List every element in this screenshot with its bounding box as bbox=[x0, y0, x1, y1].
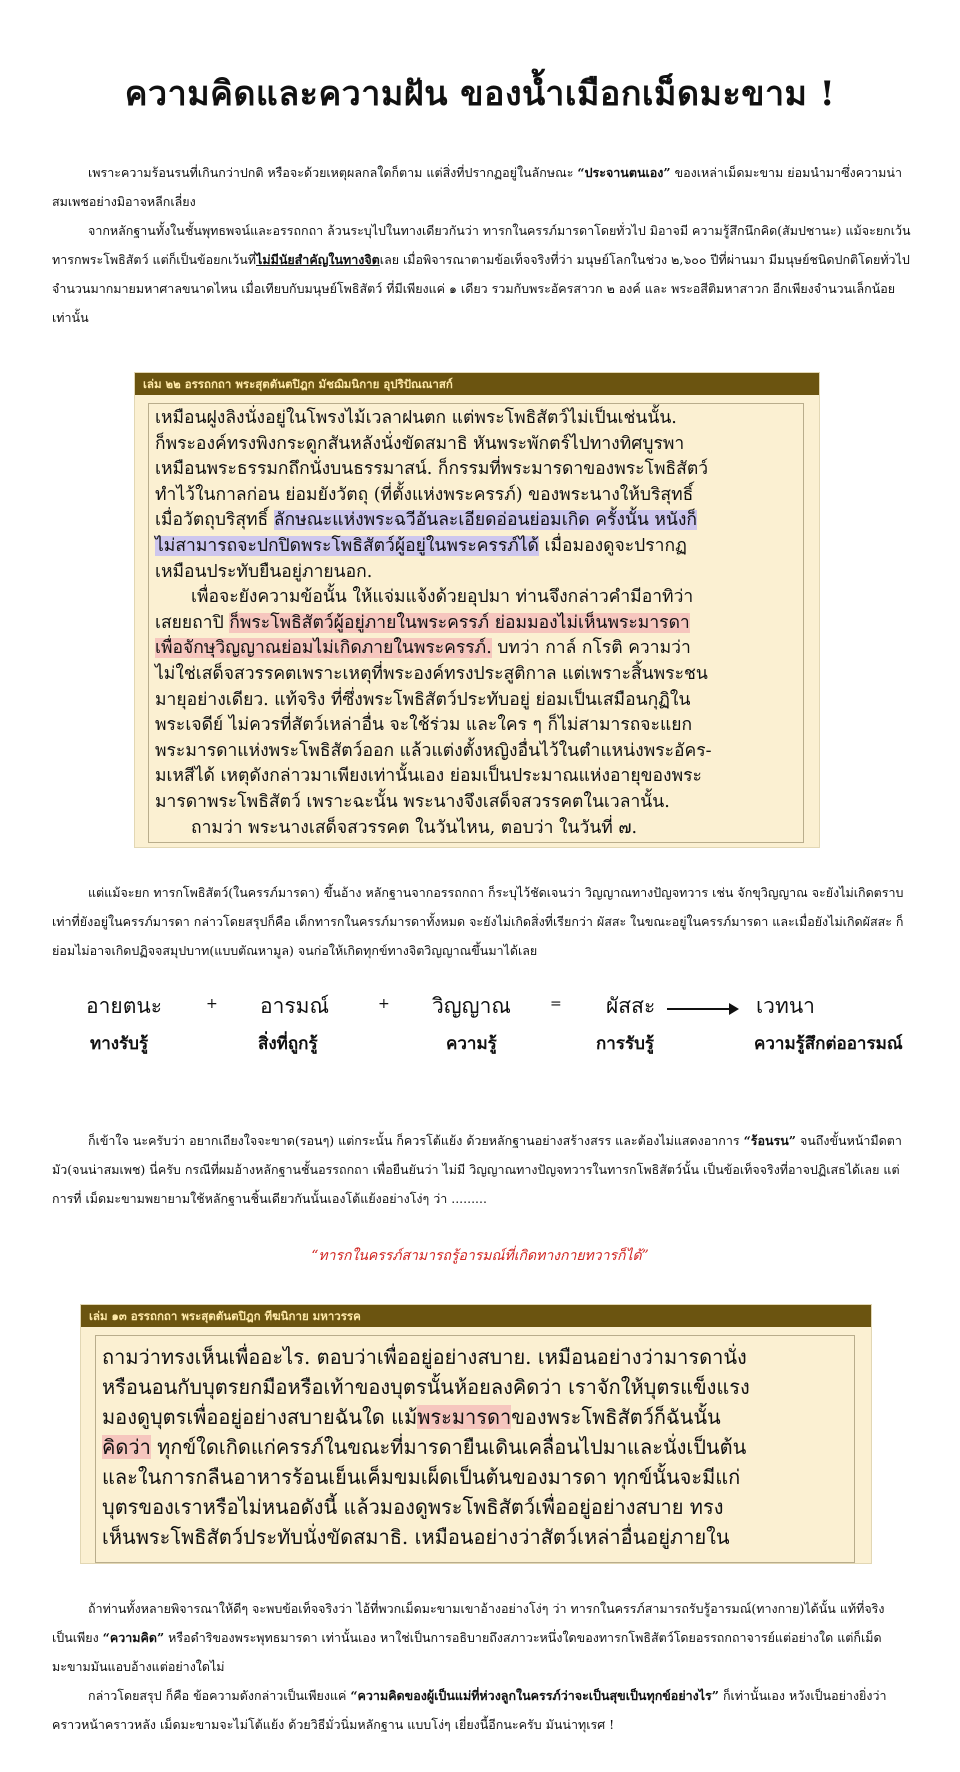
highlight-red: เพื่อจักษุวิญญาณย่อมไม่เกิดภายในพระครรภ์. bbox=[155, 638, 492, 659]
quoted-phrase: “ประจานตนเอง” bbox=[577, 165, 671, 180]
ending-paragraph-2: กล่าวโดยสรุป ก็คือ ข้อความดังกล่าวเป็นเพียงแค่ “ความคิดของผู้เป็นแม่ที่ห่วงลูกในครรภ์ว่าจะเป็นสุขเป็นทุกข์อย่างไร” ก็เท่านั้นเอง หวังเป็นอย่างยิ่งว่า คราวหน้าคราวหลัง เม็ดมะขามจะไม่โต้แย้ง ด้วยวิธีมั่วนิ่มหลักฐาน แบบโง่ๆ เยี่ยงนี้อีกนะครับ มันน่าทุเรศ ! bbox=[52, 1688, 887, 1732]
ending-section bbox=[52, 1594, 904, 1739]
scripture-excerpt-1 bbox=[134, 372, 820, 848]
plus-sign: + bbox=[206, 996, 218, 1012]
middle-paragraph: แต่แม้จะยก ทารกโพธิสัตว์(ในครรภ์มารดา) ขึ้นอ้าง หลักฐานจากอรรถกถา ก็ระบุไว้ชัดเจนว่า วิญญาณทางปัญจทวาร เช่น จักขุวิญญาณ จะยังไม่เกิดตราบเท่าที่ยังอยู่ในครรภ์มารดา กล่าวโดยสรุปก็คือ เด็กทารกในครรภ์มารดาทั้งหมด จะยังไม่เกิดสิ่งที่เรียกว่า ผัสสะ ในขณะอยู่ในครรภ์มารดา และเมื่อยังไม่เกิดผัสสะ ก็ย่อมไม่อาจเกิดปฏิจจสมุปบาท(แบบตัณหามูล) จนก่อให้เกิดทุกข์ทางจิตวิญญาณขึ้นมาได้เลย bbox=[52, 885, 904, 958]
term-arom-meaning: สิ่งที่ถูกรู้ bbox=[258, 1034, 318, 1054]
term-vedana: เวทนา bbox=[756, 994, 815, 1018]
quoted-phrase: “ความคิด” bbox=[102, 1630, 165, 1645]
lower-paragraph: ก็เข้าใจ นะครับว่า อยากเถียงใจจะขาด(รอนๆ) แต่กระนั้น ก็ควรโต้แย้ง ด้วยหลักฐานอย่างสร้างสรร และต้องไม่แสดงอาการ “ร้อนรน” จนถึงขั้นหน้ามืดตามัว(จนน่าสมเพช) นี่ครับ กรณีที่ผมอ้างหลักฐานชั้นอรรถกถา เพื่อยืนยันว่า ไม่มี วิญญาณทางปัญจทวารในทารกโพธิสัตว์นั้น เป็นข้อเท็จจริงที่อาจปฏิเสธได้เลย แต่การที่ เม็ดมะขามพยายามใช้หลักฐานชิ้นเดียวกันนั้นเองโต้แย้งอย่างโง่ๆ ว่า ......... bbox=[52, 1133, 902, 1206]
term-ayatana: อายตนะ bbox=[86, 994, 162, 1018]
arrow-icon bbox=[667, 1008, 737, 1010]
quoted-phrase: “ความคิดของผู้เป็นแม่ที่ห่วงลูกในครรภ์ว่าจะเป็นสุขเป็นทุกข์อย่างไร” bbox=[350, 1688, 719, 1703]
underlined-phrase: ไม่มีนัยสำคัญในทางจิต bbox=[256, 252, 380, 267]
excerpt-1-header: เล่ม ๒๒ อรรถกถา พระสุตตันตปิฎก มัชฌิมนิกาย อุปริปัณณาสก์ bbox=[135, 373, 819, 395]
scripture-excerpt-2 bbox=[80, 1304, 872, 1564]
excerpt-2-header: เล่ม ๑๓ อรรถกถา พระสุตตันตปิฎก ทีฆนิกาย มหาวรรค bbox=[81, 1305, 871, 1327]
intro-section bbox=[52, 158, 912, 332]
term-phassa-meaning: การรับรู้ bbox=[596, 1034, 655, 1054]
equals-sign: = bbox=[550, 996, 562, 1012]
ending-paragraph-1: ถ้าท่านทั้งหลายพิจารณาให้ดีๆ จะพบข้อเท็จจริงว่า ไอ้ที่พวกเม็ดมะขามเขาอ้างอย่างโง่ๆ ว่า ทารกในครรภ์สามารถรับรู้อารมณ์(ทางกาย)ได้นั้น แท้ที่จริงเป็นเพียง “ความคิด” หรือดำริของพระพุทธมารดา เท่านั้นเอง หาใช่เป็นการอธิบายถึงสภาวะหนึ่งใดของทารกโพธิสัตว์โดยอรรถกถาจารย์แต่อย่างใด แต่ก็เม็ดมะขามมันแอบอ้างแต่อย่างใดไม่ bbox=[52, 1601, 885, 1674]
excerpt-2-text: ถามว่าทรงเห็นเพื่ออะไร. ตอบว่าเพื่ออยู่อย่างสบาย. เหมือนอย่างว่ามารดานั่ง หรือนอนกับบุตรยกมือหรือเท้าของบุตรนั้นห้อยลงคิดว่า เราจักให้บุตรแข็งแรง มองดูบุตรเพื่ออยู่อย่างสบายฉันใด แม้พระมารดาของพระโพธิสัตว์ก็ฉันนั้น คิดว่า ทุกข์ใดเกิดแก่ครรภ์ในขณะที่มารดายืนเดินเคลื่อนไปมาและนั่งเป็นต้น และในการกลืนอาหารร้อนเย็นเค็มขมเผ็ดเป็นต้นของมารดา ทุกข์นั้นจะมีแก่ บุตรของเราหรือไม่หนอดังนี้ แล้วมองดูพระโพธิสัตว์เพื่ออยู่อย่างสบาย ทรง เห็นพระโพธิสัตว์ประทับนั่งขัดสมาธิ. เหมือนอย่างว่าสัตว์เหล่าอื่นอยู่ภายใน bbox=[95, 1335, 855, 1563]
term-arom: อารมณ์ bbox=[260, 994, 330, 1018]
middle-section bbox=[52, 878, 904, 965]
highlight-blue: ลักษณะแห่งพระฉวีอันละเอียดอ่อนย่อมเกิด ครั้งนั้น หนังก็ bbox=[273, 510, 698, 531]
excerpt-1-text: เหมือนฝูงลิงนั่งอยู่ในโพรงไม้เวลาฝนตก แต่พระโพธิสัตว์ไม่เป็นเช่นนั้น. ก็พระองค์ทรงพิงกระดูกสันหลังนั่งขัดสมาธิ หันพระพักตร์ไปทางทิศบูรพา เหมือนพระธรรมกถึกนั่งบนธรรมาสน์. ก็กรรมที่พระมารดาของพระโพธิสัตว์ ทำไว้ในกาลก่อน ย่อมยังวัตถุ (ที่ตั้งแห่งพระครรภ์) ของพระนางให้บริสุทธิ์ เมื่อวัตถุบริสุทธิ์ ลักษณะแห่งพระฉวีอันละเอียดอ่อนย่อมเกิด ครั้งนั้น หนังก็ ไม่สามารถจะปกปิดพระโพธิสัตว์ผู้อยู่ในพระครรภ์ได้ เมื่อมองดูจะปรากฏ เหมือนประทับยืนอยู่ภายนอก. เพื่อจะยังความข้อนั้น ให้แจ่มแจ้งด้วยอุปมา ท่านจึงกล่าวคำมีอาทิว่า เสยยถาปิ ก็พระโพธิสัตว์ผู้อยู่ภายในพระครรภ์ ย่อมมองไม่เห็นพระมารดา เพื่อจักษุวิญญาณย่อมไม่เกิดภายในพระครรภ์. บทว่า กาล์ กโรติ ความว่า ไม่ใช่เสด็จสวรรคตเพราะเหตุที่พระองค์ทรงประสูติกาล แต่เพราะสิ้นพระชน มายุอย่างเดียว. แท้จริง ที่ซึ่งพระโพธิสัตว์ประทับอยู่ ย่อมเป็นเสมือนกุฏิใน พระเจดีย์ ไม่ควรที่สัตว์เหล่าอื่น จะใช้ร่วม และใคร ๆ ก็ไม่สามารถจะแยก พระมารดาแห่งพระโพธิสัตว์ออก แล้วแต่งตั้งหญิงอื่นไว้ในตำแหน่งพระอัคร- มเหสีได้ เหตุดังกล่าวมาเพียงเท่านั้นเอง ย่อมเป็นประมาณแห่งอายุของพระ มารดาพระโพธิสัตว์ เพราะฉะนั้น พระนางจึงเสด็จสวรรคตในเวลานั้น. ถามว่า พระนางเสด็จสวรรคต ในวันไหน, ตอบว่า ในวันที่ ๗. bbox=[148, 403, 804, 843]
term-ayatana-meaning: ทางรับรู้ bbox=[90, 1034, 149, 1054]
term-phassa: ผัสสะ bbox=[606, 994, 656, 1018]
highlight-red: พระมารดา bbox=[417, 1405, 512, 1429]
highlight-red: คิดว่า bbox=[102, 1435, 151, 1459]
quoted-phrase: “ร้อนรน” bbox=[743, 1133, 796, 1148]
highlight-blue: ไม่สามารถจะปกปิดพระโพธิสัตว์ผู้อยู่ในพระครรภ์ได้ bbox=[155, 535, 539, 556]
page-title: ความคิดและความฝัน ของน้ำเมือกเม็ดมะขาม ! bbox=[124, 74, 836, 114]
intro-paragraph-2: จากหลักฐานทั้งในชั้นพุทธพจน์และอรรถกถา ล้วนระบุไปในทางเดียวกันว่า ทารกในครรภ์มารดาโดยทั่วไป มิอาจมี ความรู้สึกนึกคิด(สัมปชานะ) แม้จะยกเว้น ทารกพระโพธิสัตว์ แต่ก็เป็นข้อยกเว้นที่ไม่มีนัยสำคัญในทางจิตเลย เมื่อพิจารณาตามข้อเท็จจริงที่ว่า มนุษย์โลกในช่วง ๒,๖๐๐ ปีที่ผ่านมา มีมนุษย์ชนิดปกติโดยทั่วไปจำนวนมากมายมหาศาลขนาดไหน เมื่อเทียบกับมนุษย์โพธิสัตว์ ที่มีเพียงแค่ ๑ เดียว รวมกับพระอัครสาวก ๒ องค์ และ พระอสีติมหาสาวก อีกเพียงจำนวนเล็กน้อยเท่านั้น bbox=[52, 223, 911, 325]
plus-sign: + bbox=[378, 996, 390, 1012]
formula-diagram bbox=[0, 990, 960, 1090]
intro-paragraph-1: เพราะความร้อนรนที่เกินกว่าปกติ หรือจะด้วยเหตุผลกลใดก็ตาม แต่สิ่งที่ปรากฏอยู่ในลักษณะ “ประจานตนเอง” ของเหล่าเม็ดมะขาม ย่อมนำมาซึ่งความน่าสมเพชอย่างมิอาจหลีกเลี่ยง bbox=[52, 165, 902, 209]
term-vinyan: วิญญาณ bbox=[432, 994, 511, 1018]
term-vinyan-meaning: ความรู้ bbox=[446, 1034, 497, 1054]
term-vedana-meaning: ความรู้สึกต่ออารมณ์ bbox=[754, 1034, 903, 1054]
lower-section bbox=[52, 1126, 904, 1213]
highlight-red: ก็พระโพธิสัตว์ผู้อยู่ภายในพระครรภ์ ย่อมมองไม่เห็นพระมารดา bbox=[229, 612, 690, 633]
red-quote: “ทารกในครรภ์สามารถรู้อารมณ์ที่เกิดทางกายทวารก็ได้” bbox=[311, 1248, 649, 1264]
